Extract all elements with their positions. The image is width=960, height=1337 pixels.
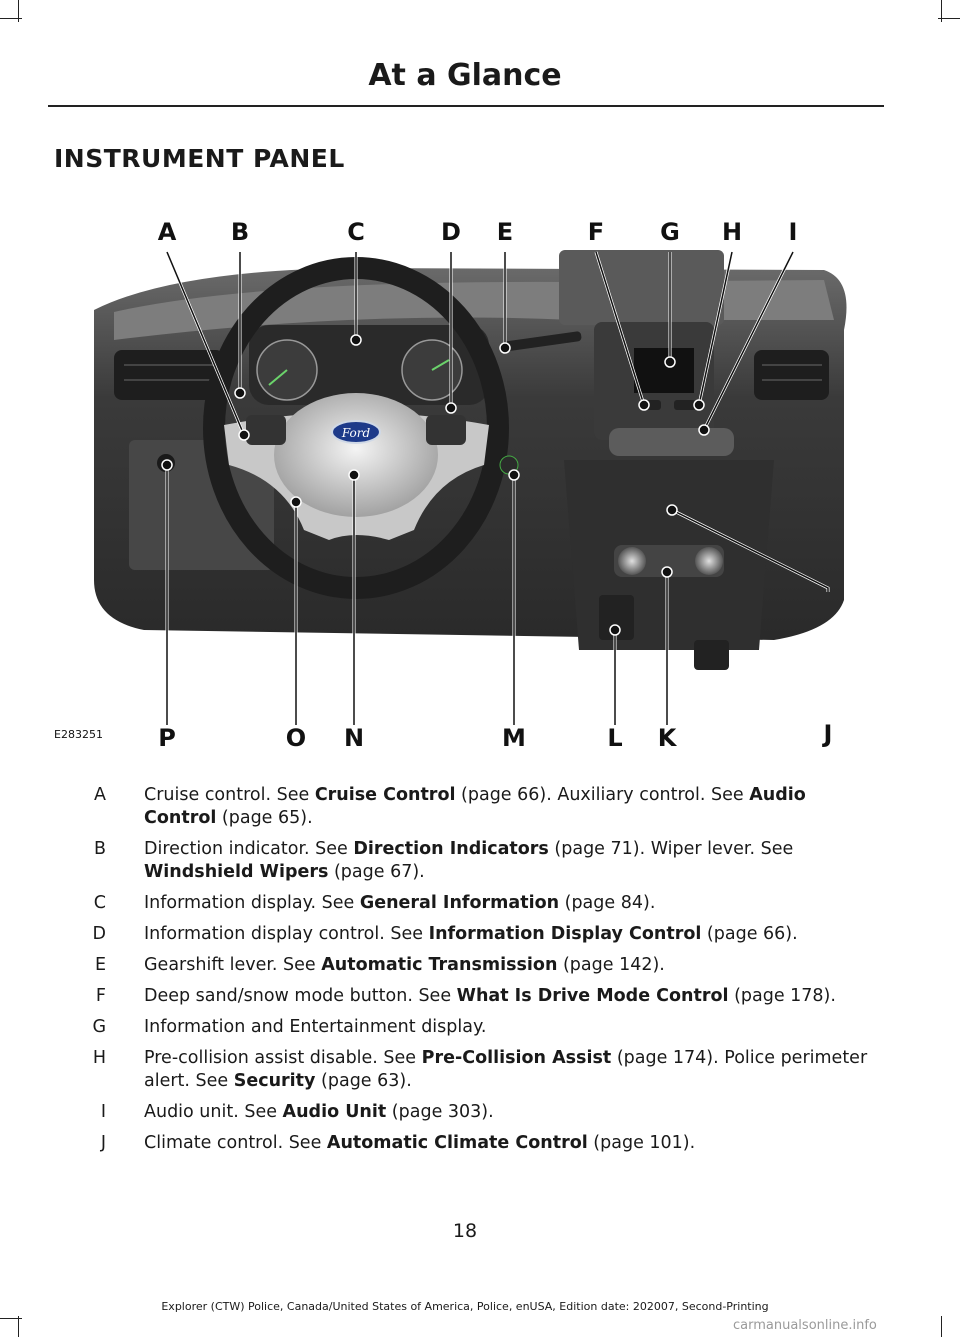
page-number: 18 bbox=[452, 1220, 478, 1242]
legend-text: Pre-collision assist disable. See Pre-Collision Assist (page 174). Police perimeter alert. See Security (page 63). bbox=[144, 1048, 868, 1091]
callout-label-a: A bbox=[157, 218, 177, 246]
crop-mark bbox=[941, 1316, 942, 1337]
legend-text: Cruise control. See Cruise Control (page 66). Auxiliary control. See Audio Control (page 65). bbox=[144, 785, 806, 828]
touch-screen bbox=[634, 348, 694, 393]
cross-reference-link[interactable]: Pre-Collision Assist bbox=[421, 1048, 612, 1068]
cross-reference-link[interactable]: Security bbox=[233, 1071, 316, 1091]
watermark: carmanualsonline.info bbox=[733, 1318, 877, 1333]
cross-reference-link[interactable]: Audio Unit bbox=[282, 1102, 387, 1122]
legend-text: Audio unit. See Audio Unit (page 303). bbox=[144, 1102, 494, 1122]
callout-label-h: H bbox=[721, 218, 743, 246]
instrument-panel-figure bbox=[54, 210, 884, 750]
legend-key: H bbox=[92, 1048, 106, 1068]
legend-key: G bbox=[92, 1017, 106, 1037]
console-bin bbox=[694, 640, 729, 670]
callout-label-m: M bbox=[502, 724, 526, 750]
legend-key: A bbox=[94, 785, 106, 805]
ford-logo-text: Ford bbox=[341, 426, 371, 440]
left-wheel-controls bbox=[246, 415, 286, 445]
legend-key: D bbox=[92, 924, 106, 944]
callout-label-d: D bbox=[441, 218, 461, 246]
callout-label-k: K bbox=[657, 724, 677, 750]
page-header-title: At a Glance bbox=[368, 58, 562, 93]
legend-key: I bbox=[100, 1102, 106, 1122]
cross-reference-link[interactable]: General Information bbox=[359, 893, 560, 913]
audio-unit bbox=[609, 428, 734, 456]
section-title: INSTRUMENT PANEL bbox=[54, 144, 345, 173]
legend-text: Direction indicator. See Direction Indicators (page 71). Wiper lever. See Windshield Wipers (page 67). bbox=[144, 839, 794, 882]
left-climate-knob bbox=[618, 547, 646, 575]
legend-text: Information display control. See Information Display Control (page 66). bbox=[144, 924, 798, 944]
cross-reference-link[interactable]: What Is Drive Mode Control bbox=[456, 986, 729, 1006]
upper-center-box bbox=[559, 250, 724, 325]
callout-label-b: B bbox=[230, 218, 250, 246]
cross-reference-link[interactable]: Audio Control bbox=[144, 785, 806, 828]
callout-label-f: F bbox=[587, 218, 605, 246]
cross-reference-link[interactable]: Information Display Control bbox=[428, 924, 702, 944]
right-vent bbox=[754, 350, 829, 400]
instrument-panel-illustration bbox=[54, 210, 884, 750]
cross-reference-link[interactable]: Direction Indicators bbox=[353, 839, 549, 859]
callout-label-c: C bbox=[347, 218, 365, 246]
legend-key: F bbox=[95, 986, 106, 1006]
legend-text: Climate control. See Automatic Climate Control (page 101). bbox=[144, 1133, 696, 1153]
cross-reference-link[interactable]: Automatic Climate Control bbox=[326, 1133, 588, 1153]
cross-reference-link[interactable]: Automatic Transmission bbox=[321, 955, 558, 975]
callout-label-l: L bbox=[607, 724, 623, 750]
callout-label-n: N bbox=[343, 724, 365, 750]
callout-label-g: G bbox=[660, 218, 680, 246]
callout-label-e: E bbox=[496, 218, 514, 246]
legend-text: Information and Entertainment display. bbox=[144, 1017, 487, 1037]
right-climate-knob bbox=[695, 547, 723, 575]
crop-mark bbox=[18, 0, 19, 22]
legend-key: J bbox=[100, 1133, 106, 1153]
footer-text: Explorer (CTW) Police, Canada/United States of America, Police, enUSA, Edition date: 202007, Second-Printing bbox=[161, 1300, 769, 1313]
callout-label-j: J bbox=[823, 720, 833, 748]
legend-key: E bbox=[94, 955, 106, 975]
cross-reference-link[interactable]: Cruise Control bbox=[314, 785, 456, 805]
stack-button-right bbox=[674, 400, 696, 410]
cross-reference-link[interactable]: Windshield Wipers bbox=[144, 862, 329, 882]
legend-text: Information display. See General Information (page 84). bbox=[144, 893, 656, 913]
crop-mark bbox=[941, 0, 942, 22]
callout-label-o: O bbox=[285, 724, 307, 750]
legend-key: C bbox=[93, 893, 106, 913]
crop-mark bbox=[18, 1316, 19, 1337]
legend-text: Gearshift lever. See Automatic Transmission (page 142). bbox=[144, 955, 665, 975]
right-wheel-controls bbox=[426, 415, 466, 445]
header-rule bbox=[48, 105, 884, 107]
legend-text: Deep sand/snow mode button. See What Is Drive Mode Control (page 178). bbox=[144, 986, 836, 1006]
callout-label-p: P bbox=[158, 724, 176, 750]
callout-label-i: I bbox=[788, 218, 798, 246]
figure-id: E283251 bbox=[54, 728, 103, 741]
legend-key: B bbox=[93, 839, 106, 859]
